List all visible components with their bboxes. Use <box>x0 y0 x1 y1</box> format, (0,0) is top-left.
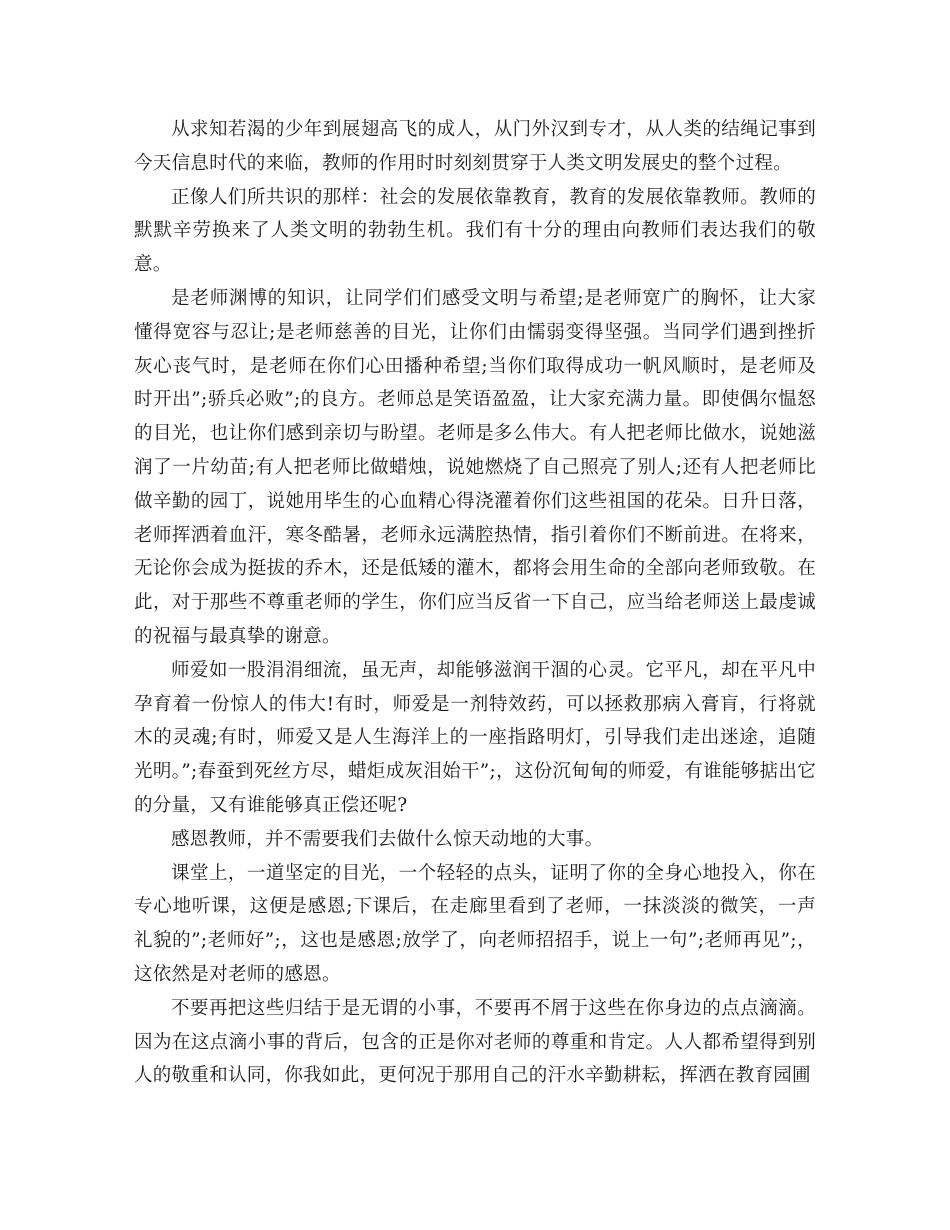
paragraph-7: 不要再把这些归结于是无谓的小事，不要再不屑于这些在你身边的点点滴滴。因为在这点滴小事的背后，包含的正是你对老师的尊重和肯定。人人都希望得到别人的敬重和认同，你我如此，更何况于那用自己的汗水辛勤耕耘，挥洒在教育园圃 <box>134 997 816 1087</box>
document-body <box>134 113 816 1093</box>
paragraph-6: 课堂上，一道坚定的目光，一个轻轻的点头，证明了你的全身心地投入，你在专心地听课，这便是感恩;下课后，在走廊里看到了老师，一抹淡淡的微笑，一声礼貌的”;老师好”;，这也是感恩;放学了，向老师招招手，说上一句”;老师再见”;，这依然是对老师的感恩。 <box>134 862 816 985</box>
paragraph-1: 从求知若渴的少年到展翅高飞的成人，从门外汉到专才，从人类的结绳记事到今天信息时代的来临，教师的作用时时刻刻贯穿于人类文明发展史的整个过程。 <box>134 119 816 174</box>
paragraph-4: 师爱如一股涓涓细流，虽无声，却能够滋润干涸的心灵。它平凡，却在平凡中孕育着一份惊人的伟大!有时，师爱是一剂特效药，可以拯救那病入膏肓，行将就木的灵魂;有时，师爱又是人生海洋上的一座指路明灯，引导我们走出迷途，追随光明。”;春蚕到死丝方尽，蜡炬成灰泪始干”;，这份沉甸甸的师爱，有谁能够掂出它的分量，又有谁能够真正偿还呢? <box>134 659 816 816</box>
paragraph-2: 正像人们所共识的那样：社会的发展依靠教育，教育的发展依靠教师。教师的默默辛劳换来了人类文明的勃勃生机。我们有十分的理由向教师们表达我们的敬意。 <box>134 186 816 276</box>
paragraph-3: 是老师渊博的知识，让同学们们感受文明与希望;是老师宽广的胸怀，让大家懂得宽容与忍让;是老师慈善的目光，让你们由懦弱变得坚强。当同学们遇到挫折灰心丧气时，是老师在你们心田播种希望;当你们取得成功一帆风顺时，是老师及时开出”;骄兵必败”;的良方。老师总是笑语盈盈，让大家充满力量。即使偶尔愠怒的目光，也让你们感到亲切与盼望。老师是多么伟大。有人把老师比做水，说她滋润了一片幼苗;有人把老师比做蜡烛，说她燃烧了自己照亮了别人;还有人把老师比做辛勤的园丁，说她用毕生的心血精心得浇灌着你们这些祖国的花朵。日升日落，老师挥洒着血汗，寒冬酷暑，老师永远满腔热情，指引着你们不断前进。在将来，无论你会成为挺拔的乔木，还是低矮的灌木，都将会用生命的全部向老师致敬。在此，对于那些不尊重老师的学生，你们应当反省一下自己，应当给老师送上最虔诚的祝福与最真挚的谢意。 <box>134 287 816 647</box>
paragraph-5: 感恩教师，并不需要我们去做什么惊天动地的大事。 <box>171 828 604 850</box>
